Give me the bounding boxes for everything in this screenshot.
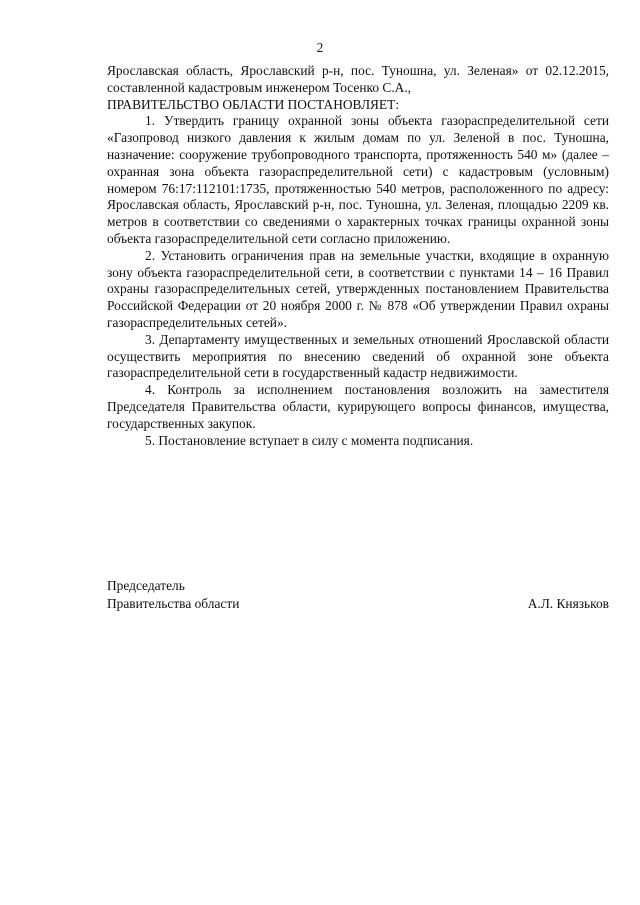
signatory-title-line2: Правительства области: [107, 596, 240, 611]
page-number: 2: [316, 40, 324, 55]
intro-paragraph: Ярославская область, Ярославский р-н, пос. Туношна, ул. Зеленая» от 02.12.2015, составленной кадастровым инженером Тосенко С.А.,: [107, 63, 609, 95]
clause-4: 4. Контроль за исполнением постановления возложить на заместителя Председателя Правительства области, курирующего вопросы финансов, имущества, государственных закупок.: [107, 382, 609, 431]
clause-5: 5. Постановление вступает в силу с момента подписания.: [145, 432, 474, 448]
document-body: [107, 63, 609, 449]
clause-1: 1. Утвердить границу охранной зоны объекта газораспределительной сети «Газопровод низкого давления к жилым домам по ул. Зеленой в пос. Туношна, назначение: сооружение трубопроводного транспорта, протяженность 540 м» (далее – охранная зона объекта газораспределительной сети) с кадастровым (условным) номером 76:17:112101:1735, протяженностью 540 метров, расположенного по адресу: Ярославская область, Ярославский р-н, пос. Туношна, ул. Зеленая, площадью 2209 кв. метров в соответствии со сведениями о характерных точках границы охранной зоны объекта газораспределительной сети согласно приложению.: [107, 113, 609, 246]
signature-row: [107, 595, 609, 613]
signature-block: [107, 577, 609, 613]
signatory-title-line1: Председатель: [107, 578, 185, 593]
signatory-name: А.Л. Князьков: [527, 596, 609, 611]
clause-3: 3. Департаменту имущественных и земельных отношений Ярославской области осуществить мероприятия по внесению сведений об охранной зоне объекта газораспределительной сети в государственный кадастр недвижимости.: [107, 331, 609, 381]
resolution-heading: ПРАВИТЕЛЬСТВО ОБЛАСТИ ПОСТАНОВЛЯЕТ:: [107, 96, 400, 112]
clause-2: 2. Установить ограничения прав на земельные участки, входящие в охранную зону объекта газораспределительной сети, в соответствии с пунктами 14 – 16 Правил охраны газораспределительных сетей, утвержденных постановлением Правительства Российской Федерации от 20 ноября 2000 г. № 878 «Об утверждении Правил охраны газораспределительных сетей».: [107, 247, 609, 330]
